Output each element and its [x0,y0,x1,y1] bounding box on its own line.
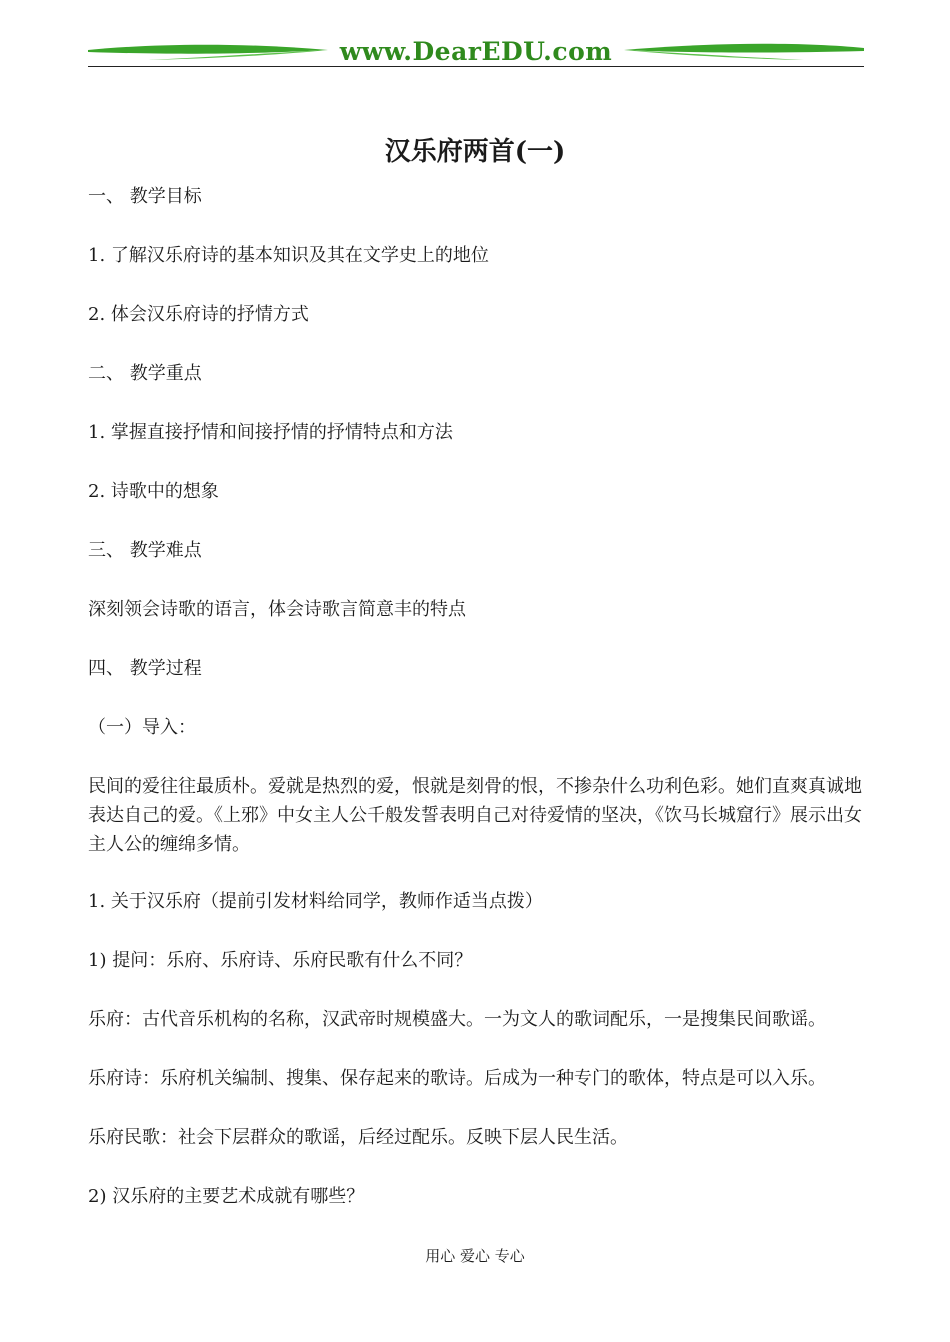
subsection-intro: （一）导入： [88,717,196,738]
definition-yuefu-poetry: 乐府诗：乐府机关编制、搜集、保存起来的歌诗。后成为一种专门的歌体，特点是可以入乐。 [88,1068,826,1089]
definition-yuefu-folk-songs: 乐府民歌：社会下层群众的歌谣，后经过配乐。反映下层人民生活。 [88,1127,628,1148]
document-body [88,182,864,1241]
section-heading-difficulties: 三、 教学难点 [88,540,202,561]
site-logo-text: www.DearEDU.com [339,37,613,66]
question-1: 1) 提问：乐府、乐府诗、乐府民歌有什么不同？ [88,950,473,971]
key-point-item-2: 2. 诗歌中的想象 [88,481,219,502]
section-heading-process: 四、 教学过程 [88,658,202,679]
page-footer: 用心 爱心 专心 [425,1247,525,1265]
question-2: 2) 汉乐府的主要艺术成就有哪些？ [88,1186,365,1207]
intro-paragraph: 民间的爱往往最质朴。爱就是热烈的爱，恨就是刻骨的恨，不掺杂什么功利色彩。她们直爽真诚地表达自己的爱。《上邪》中女主人公千般发誓表明自己对待爱情的坚决，《饮马长城窟行》展示出女主人公的缠绵多情。 [88,776,862,855]
document-title: 汉乐府两首(一) [384,137,566,167]
objective-item-2: 2. 体会汉乐府诗的抒情方式 [88,304,309,325]
about-yuefu-heading: 1. 关于汉乐府（提前引发材料给同学，教师作适当点拨） [88,891,543,912]
difficulty-text: 深刻领会诗歌的语言，体会诗歌言简意丰的特点 [88,599,466,620]
objective-item-1: 1. 了解汉乐府诗的基本知识及其在文学史上的地位 [88,245,489,266]
header-rule [88,66,864,67]
page-header [88,36,864,72]
section-heading-key-points: 二、 教学重点 [88,363,202,384]
definition-yuefu: 乐府：古代音乐机构的名称，汉武帝时规模盛大。一为文人的歌词配乐，一是搜集民间歌谣。 [88,1009,826,1030]
section-heading-objectives: 一、 教学目标 [88,186,202,207]
key-point-item-1: 1. 掌握直接抒情和间接抒情的抒情特点和方法 [88,422,453,443]
